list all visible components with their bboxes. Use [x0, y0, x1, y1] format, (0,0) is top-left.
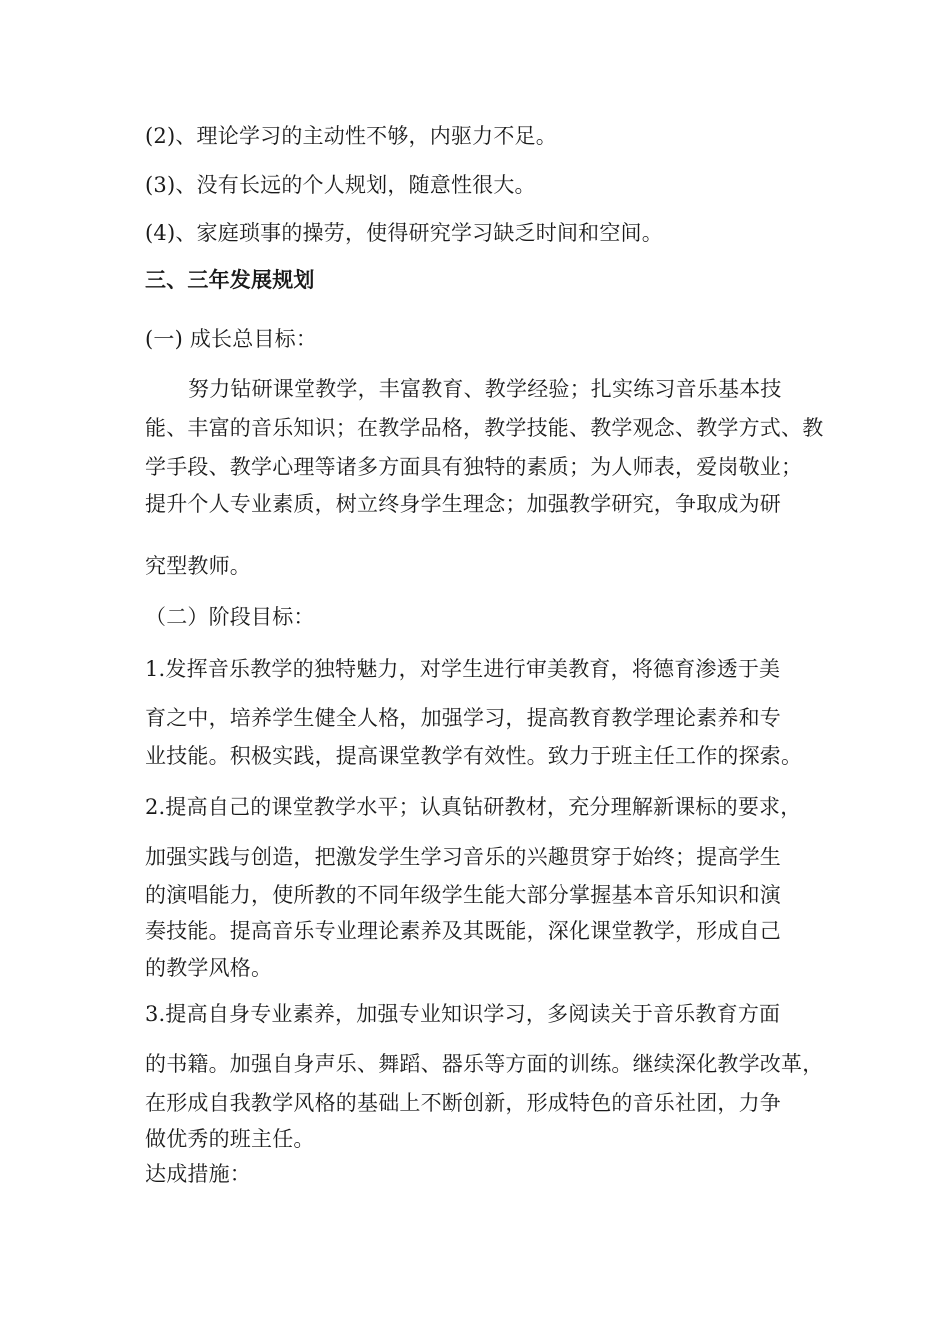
- paragraph-line: 能、丰富的音乐知识；在教学品格，教学技能、教学观念、教学方式、教: [145, 416, 824, 440]
- subheading-stage-goals: （二）阶段目标：: [145, 605, 315, 629]
- paragraph-line: 提升个人专业素质，树立终身学生理念；加强教学研究，争取成为研: [145, 492, 781, 516]
- goal-2-line: 加强实践与创造，把激发学生学习音乐的兴趣贯穿于始终；提高学生: [145, 845, 781, 869]
- goal-1-line: 育之中，培养学生健全人格，加强学习，提高教育教学理论素养和专: [145, 706, 781, 730]
- list-item-2: (2)、理论学习的主动性不够，内驱力不足。: [145, 124, 557, 148]
- subheading-overall-goal: (一) 成长总目标：: [145, 327, 318, 351]
- goal-3-line: 在形成自我教学风格的基础上不断创新，形成特色的音乐社团，力争: [145, 1091, 781, 1115]
- goal-2-line: 的教学风格。: [145, 956, 273, 980]
- measures-heading: 达成措施：: [145, 1162, 251, 1186]
- goal-2-line: 奏技能。提高音乐专业理论素养及其既能，深化课堂教学，形成自己: [145, 919, 781, 943]
- list-item-4: (4)、家庭琐事的操劳，使得研究学习缺乏时间和空间。: [145, 221, 663, 245]
- paragraph-line: 究型教师。: [145, 554, 251, 578]
- goal-2-line: 2.提高自己的课堂教学水平；认真钻研教材，充分理解新课标的要求，: [145, 795, 802, 819]
- goal-1-line: 业技能。积极实践，提高课堂教学有效性。致力于班主任工作的探索。: [145, 744, 803, 768]
- paragraph-line: 努力钻研课堂教学，丰富教育、教学经验；扎实练习音乐基本技: [188, 377, 782, 401]
- section-heading: 三、三年发展规划: [145, 267, 315, 292]
- goal-3-line: 的书籍。加强自身声乐、舞蹈、器乐等方面的训练。继续深化教学改革，: [145, 1052, 824, 1076]
- paragraph-line: 学手段、教学心理等诸多方面具有独特的素质；为人师表，爱岗敬业；: [145, 455, 803, 479]
- goal-2-line: 的演唱能力，使所教的不同年级学生能大部分掌握基本音乐知识和演: [145, 883, 781, 907]
- goal-3-line: 3.提高自身专业素养，加强专业知识学习，多阅读关于音乐教育方面: [145, 1002, 781, 1026]
- goal-3-line: 做优秀的班主任。: [145, 1127, 315, 1151]
- goal-1-line: 1.发挥音乐教学的独特魅力，对学生进行审美教育，将德育渗透于美: [145, 657, 781, 681]
- list-item-3: (3)、没有长远的个人规划，随意性很大。: [145, 173, 536, 197]
